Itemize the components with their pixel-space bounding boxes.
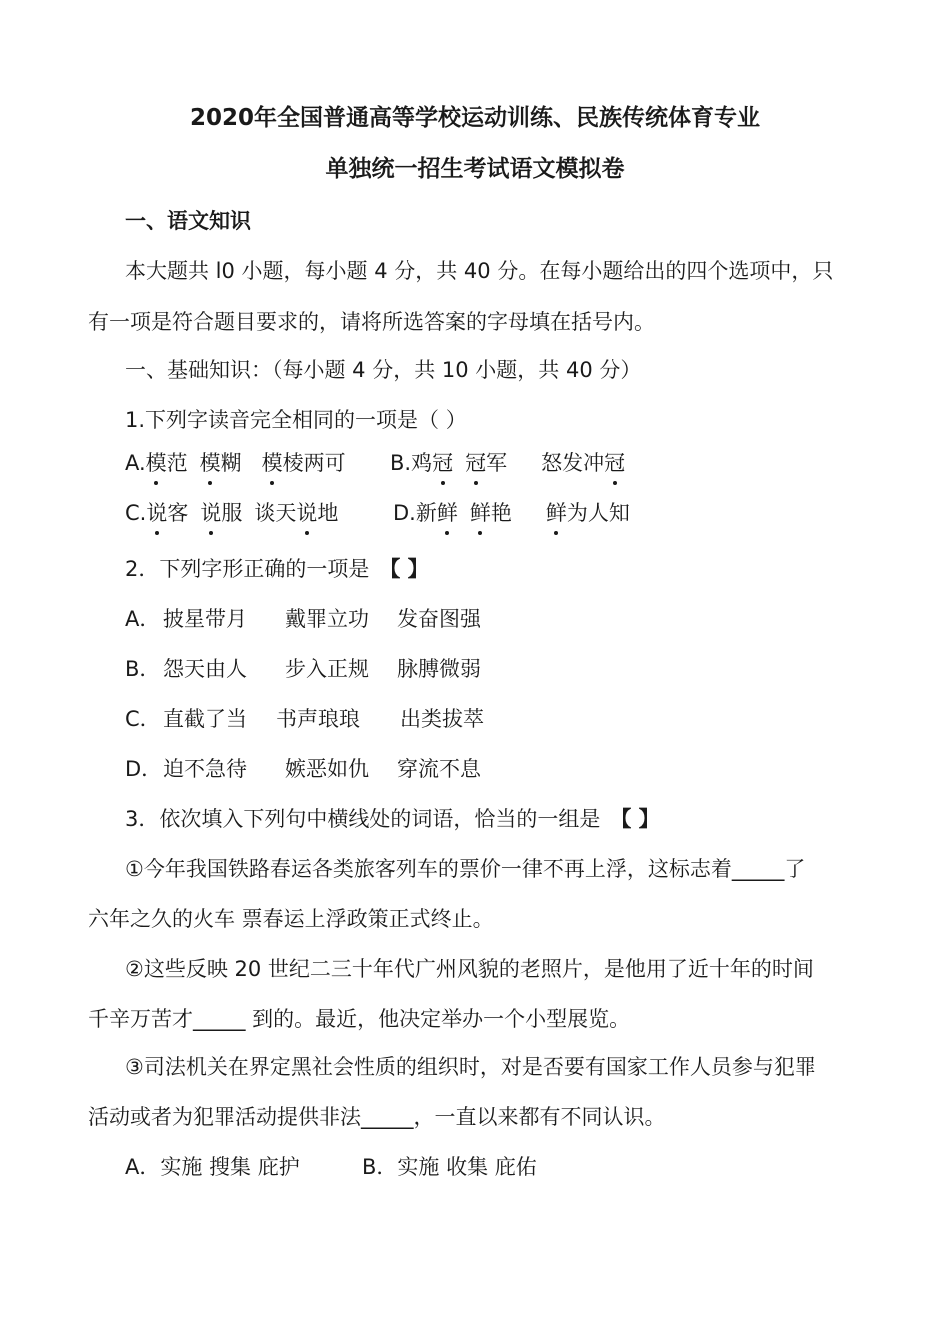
exam-title-line2: 单独统一招生考试语文模拟卷 bbox=[325, 156, 625, 182]
dotted-char: 冠 bbox=[465, 448, 486, 478]
dotted-char: 模 bbox=[200, 448, 221, 478]
option-word: 发奋图强 bbox=[397, 607, 481, 631]
q1-option-a bbox=[125, 448, 346, 478]
q2-option-b bbox=[125, 654, 481, 684]
option-letter: B． bbox=[125, 657, 161, 681]
text: 怒发冲 bbox=[541, 451, 605, 475]
option-letter: B.鸡 bbox=[390, 451, 433, 475]
q3-sentence2-line1: ②这些反映 20 世纪二三十年代广州风貌的老照片，是他用了近十年的时间 bbox=[125, 957, 814, 981]
q3-sentence3-line2: 活动或者为犯罪活动提供非法_____，一直以来都有不同认识。 bbox=[88, 1105, 666, 1129]
dotted-char: 冠 bbox=[432, 448, 453, 478]
dotted-char: 鲜 bbox=[437, 498, 458, 528]
q3-sentence3-line1: ③司法机关在界定黑社会性质的组织时，对是否要有国家工作人员参与犯罪 bbox=[125, 1055, 816, 1079]
intro-line1: 本大题共 l0 小题，每小题 4 分，共 40 分。在每小题给出的四个选项中，只 bbox=[125, 259, 834, 283]
option-letter: C． bbox=[125, 707, 161, 731]
q2-option-d bbox=[125, 754, 481, 784]
text: 糊 bbox=[220, 451, 242, 475]
q3-option-b: B．实施 收集 庇佑 bbox=[362, 1155, 537, 1179]
option-letter: A． bbox=[125, 607, 161, 631]
answer-bracket: 【 】 bbox=[379, 557, 429, 581]
q3-sentence1-line1: ①今年我国铁路春运各类旅客列车的票价一律不再上浮，这标志着_____了 bbox=[125, 857, 806, 881]
q1-option-d bbox=[393, 498, 630, 528]
text: 军 bbox=[486, 451, 508, 475]
option-word: 步入正规 bbox=[285, 657, 369, 681]
option-word: 穿流不息 bbox=[397, 757, 481, 781]
dotted-char: 模 bbox=[146, 448, 167, 478]
q1-stem: 1.下列字读音完全相同的一项是（ ） bbox=[125, 408, 467, 432]
q2-option-a bbox=[125, 604, 481, 634]
option-letter: D.新 bbox=[393, 501, 437, 525]
text: 谈天 bbox=[254, 501, 297, 525]
option-word: 怨天由人 bbox=[163, 657, 247, 681]
option-letter: C. bbox=[125, 501, 147, 525]
option-letter: D． bbox=[125, 757, 163, 781]
option-word: 嫉恶如仇 bbox=[285, 757, 369, 781]
text: 服 bbox=[221, 501, 243, 525]
q1-option-b bbox=[390, 448, 625, 478]
dotted-char: 模 bbox=[262, 448, 283, 478]
text: 范 bbox=[166, 451, 188, 475]
dotted-char: 说 bbox=[200, 498, 221, 528]
exam-title-line1: 2020年全国普通高等学校运动训练、民族传统体育专业 bbox=[189, 105, 760, 131]
option-word: 出类拔萃 bbox=[400, 707, 484, 731]
intro-line2: 有一项是符合题目要求的，请将所选答案的字母填在括号内。 bbox=[88, 310, 655, 334]
answer-bracket: 【 】 bbox=[610, 807, 660, 831]
q2-option-c bbox=[125, 704, 484, 734]
section-heading: 一、语文知识 bbox=[125, 209, 251, 233]
q1-option-c bbox=[125, 498, 338, 528]
dotted-char: 鲜 bbox=[470, 498, 491, 528]
q3-sentence2-line2: 千辛万苦才_____ 到的。最近，他决定举办一个小型展览。 bbox=[88, 1007, 631, 1031]
text: 为人知 bbox=[566, 501, 630, 525]
dotted-char: 鲜 bbox=[546, 498, 567, 528]
q3-stem-text: 3．依次填入下列句中横线处的词语，恰当的一组是 bbox=[125, 807, 601, 831]
text: 客 bbox=[167, 501, 189, 525]
q2-stem bbox=[125, 554, 429, 584]
q3-option-a: A．实施 搜集 庇护 bbox=[125, 1155, 300, 1179]
q2-stem-text: 2．下列字形正确的一项是 bbox=[125, 557, 370, 581]
option-word: 披星带月 bbox=[163, 607, 247, 631]
q3-stem bbox=[125, 804, 660, 834]
option-word: 戴罪立功 bbox=[285, 607, 369, 631]
option-word: 脉膊微弱 bbox=[397, 657, 481, 681]
option-letter: A. bbox=[125, 451, 146, 475]
text: 棱两可 bbox=[282, 451, 346, 475]
subsection-heading: 一、基础知识：（每小题 4 分，共 10 小题，共 40 分） bbox=[125, 358, 642, 382]
option-word: 直截了当 bbox=[163, 707, 247, 731]
option-word: 迫不急待 bbox=[163, 757, 247, 781]
dotted-char: 冠 bbox=[604, 448, 625, 478]
dotted-char: 说 bbox=[146, 498, 167, 528]
option-word: 书声琅琅 bbox=[276, 707, 360, 731]
dotted-char: 说 bbox=[296, 498, 317, 528]
text: 地 bbox=[317, 501, 339, 525]
text: 艳 bbox=[490, 501, 512, 525]
q3-sentence1-line2: 六年之久的火车 票春运上浮政策正式终止。 bbox=[88, 907, 494, 931]
